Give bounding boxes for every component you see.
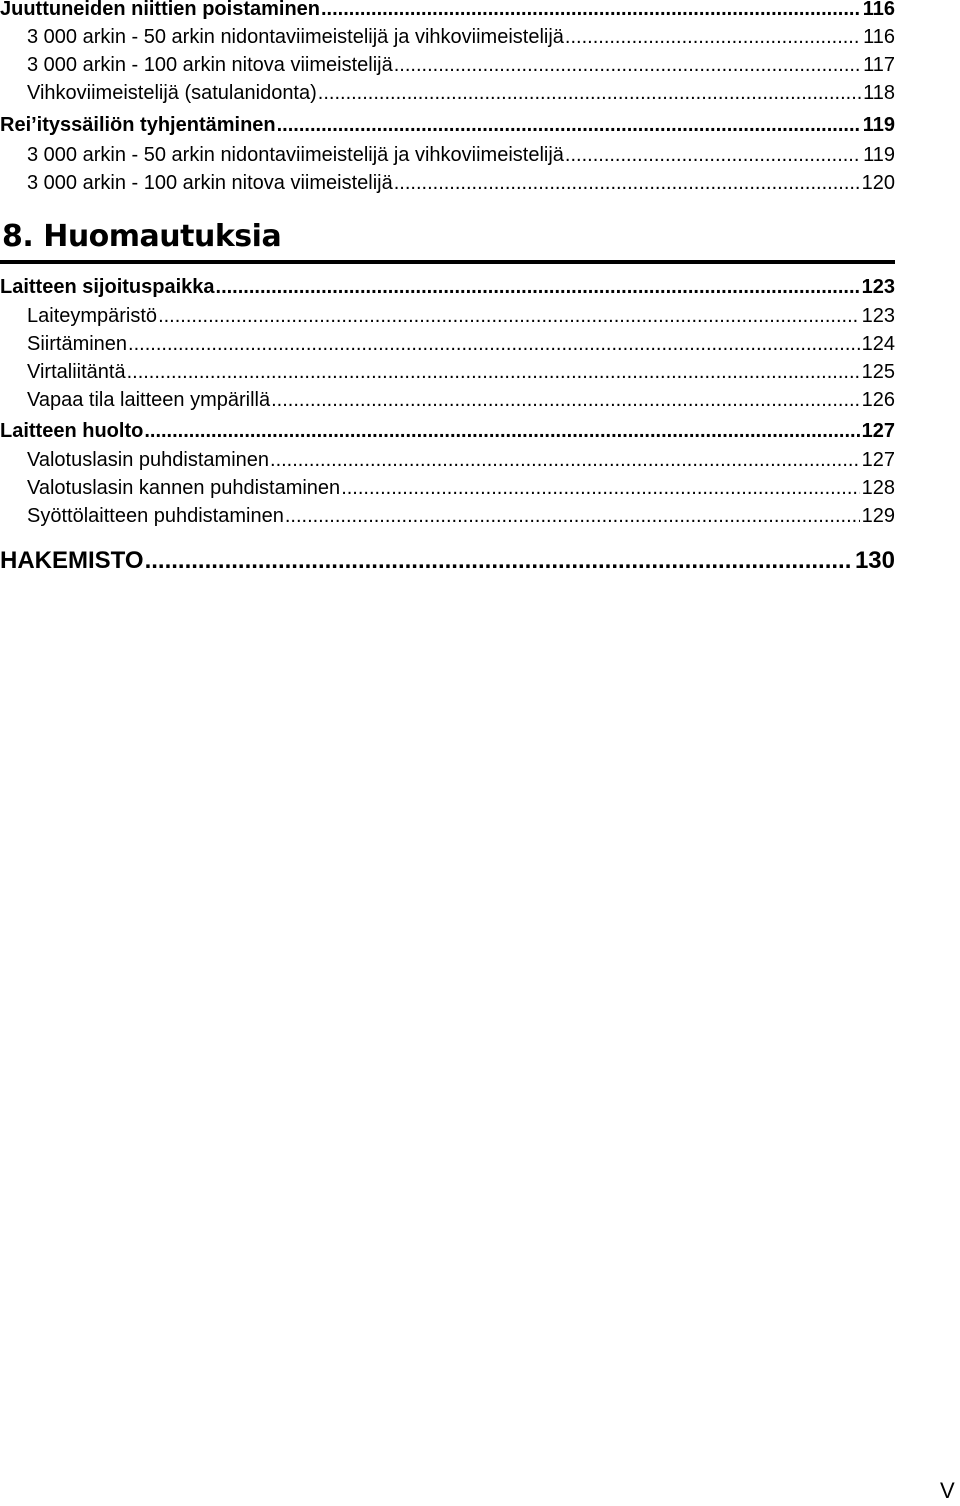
toc-entry-title: Valotuslasin puhdistaminen [27,449,270,471]
toc-leader-dots [127,361,860,384]
toc-entry-title: Vapaa tila laitteen ympärillä [27,389,271,411]
toc-entry-page: 125 [861,361,895,383]
toc-entry-page: 124 [861,333,895,355]
toc-leader-dots [158,305,860,328]
toc-entry-title: 3 000 arkin - 50 arkin nidontaviimeistelijä ja vihkoviimeistelijä [27,144,564,166]
toc-entry-title: 3 000 arkin - 100 arkin nitova viimeistelijä [27,172,393,194]
toc-entry-page: 119 [862,114,895,136]
toc-entry[interactable] [0,477,895,505]
toc-entry[interactable] [0,276,895,304]
toc-leader-dots [565,26,861,49]
toc-leader-dots [341,477,859,500]
toc-entry[interactable] [0,82,895,110]
toc-entry-title: Syöttölaitteen puhdistaminen [27,505,284,527]
toc-leader-dots [318,82,861,105]
toc-entry-page: 118 [863,82,895,104]
toc-entry-title: Siirtäminen [27,333,128,355]
toc-entry[interactable] [0,449,895,477]
toc-entry-page: 128 [861,477,895,499]
toc-entry-page: 116 [862,0,895,20]
toc-entry-title: Rei’ityssäiliön tyhjentäminen [0,114,276,136]
toc-entry-title: HAKEMISTO [0,547,144,574]
toc-entry[interactable] [0,54,895,82]
toc-entry-page: 127 [861,420,895,442]
toc-entry-page: 126 [861,389,895,411]
toc-leader-dots [321,0,861,21]
toc-leader-dots [565,144,861,167]
page-number: V [940,1478,955,1503]
toc-entry-title: Virtaliitäntä [27,361,126,383]
toc-entry-page: 119 [863,144,895,166]
toc-entry-title: Vihkoviimeistelijä (satulanidonta) [27,82,317,104]
toc-entry-index[interactable] [0,547,895,581]
toc-entry-title: Laitteen sijoituspaikka [0,276,215,298]
toc-entry[interactable] [0,114,895,142]
toc-entry[interactable] [0,361,895,389]
toc-entry-title: Juuttuneiden niittien poistaminen [0,0,320,20]
toc-leader-dots [271,389,860,412]
toc-entry-title: 3 000 arkin - 100 arkin nitova viimeistelijä [27,54,393,76]
toc-entry-page: 116 [863,26,895,48]
toc-leader-dots [394,172,860,195]
chapter-divider [0,260,895,264]
toc-entry[interactable] [0,505,895,533]
toc-leader-dots [394,54,861,77]
toc-entry[interactable] [0,172,895,200]
toc-entry[interactable] [0,144,895,172]
toc-leader-dots [270,449,860,472]
toc-leader-dots [128,333,860,356]
toc-entry[interactable] [0,0,895,26]
toc-entry-page: 120 [861,172,895,194]
chapter-heading[interactable]: 8. Huomautuksia [2,219,282,254]
toc-entry-page: 123 [861,305,895,327]
toc-entry-page: 123 [861,276,895,298]
toc-entry[interactable] [0,420,895,448]
toc-entry[interactable] [0,333,895,361]
toc-entry-page: 127 [861,449,895,471]
toc-entry[interactable] [0,305,895,333]
toc-entry-title: 3 000 arkin - 50 arkin nidontaviimeistelijä ja vihkoviimeistelijä [27,26,564,48]
toc-entry-title: Laitteen huolto [0,420,144,442]
toc-entry[interactable] [0,26,895,54]
toc-entry[interactable] [0,389,895,417]
toc-entry-page: 117 [863,54,895,76]
toc-leader-dots [285,505,860,528]
toc-entry-title: Valotuslasin kannen puhdistaminen [27,477,341,499]
toc-entry-page: 129 [861,505,895,527]
toc-leader-dots [216,276,860,299]
toc-leader-dots [145,547,853,575]
toc-entry-title: Laiteympäristö [27,305,158,327]
toc-entry-page: 130 [854,547,895,574]
toc-leader-dots [277,114,861,137]
toc-leader-dots [144,420,859,443]
